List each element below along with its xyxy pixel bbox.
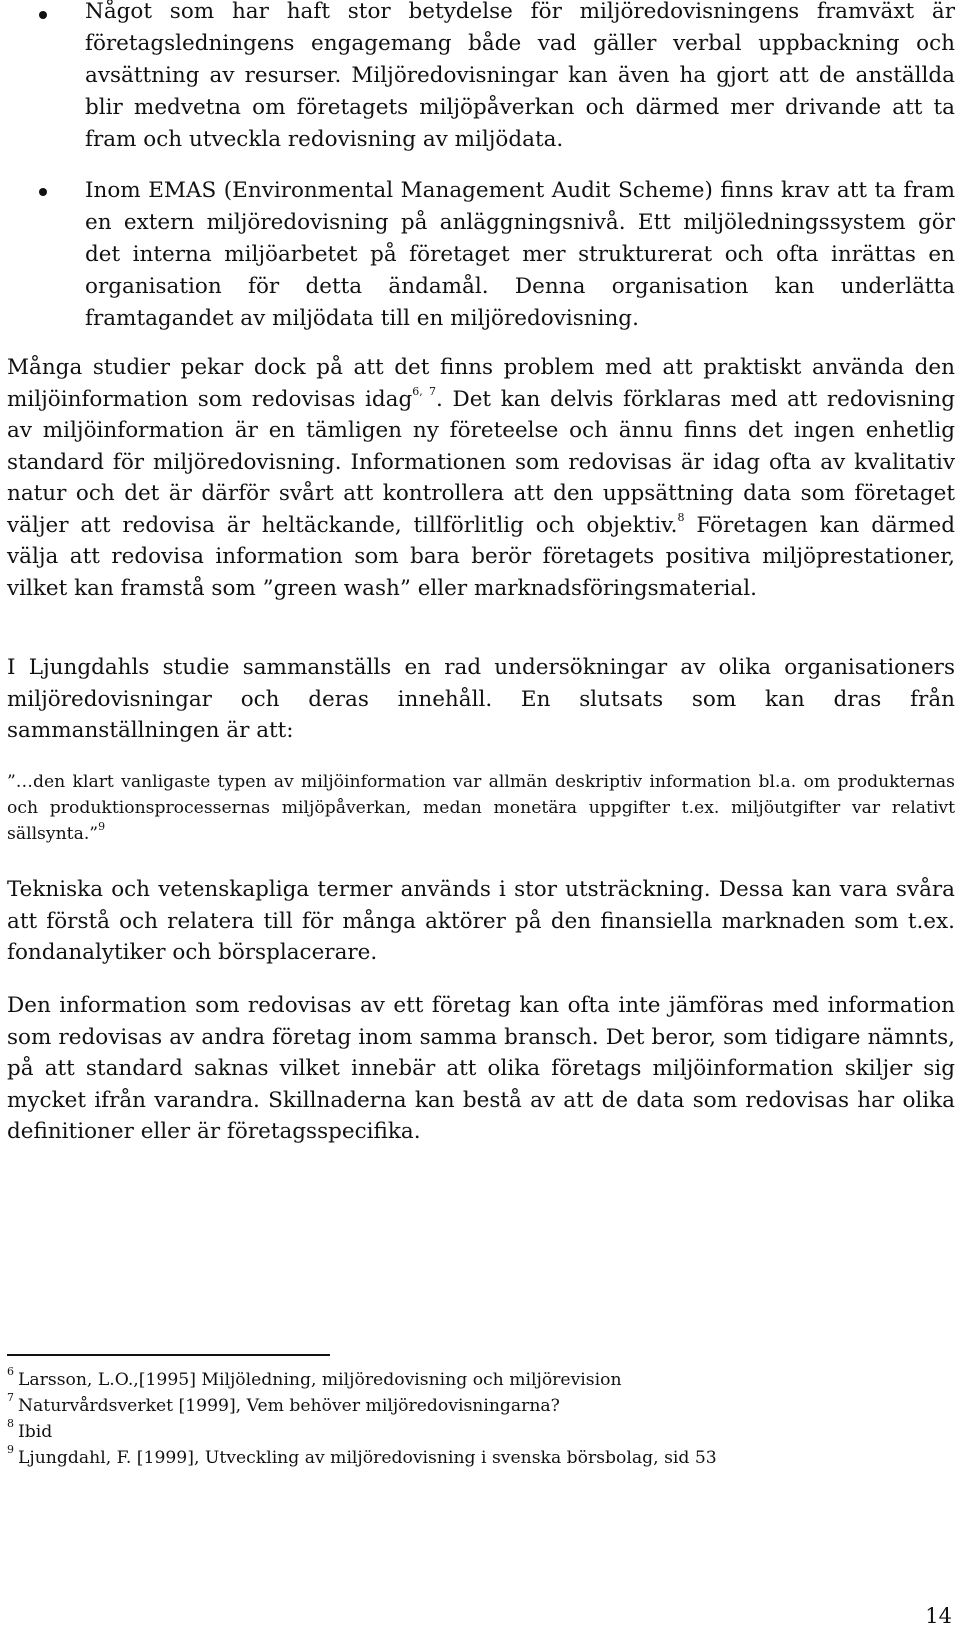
paragraph-text: Företagen kan därmed välja att redovisa information som bara berör företagets positiva miljöprestationer, vilket kan framstå som ”green wash” eller marknadsföringsmaterial. [7, 512, 955, 601]
bullet-text: Något som har haft stor betydelse för miljöredovisningens framväxt är företagsledningens engagemang både vad gäller verbal uppbackning och avsättning av resurser. Miljöredovisningar kan även ha gjort att de anställda blir medvetna om företagets miljöpåverkan och därmed mer drivande att ta fram och utveckla redovisning av miljödata. [85, 0, 955, 152]
footnote-separator [7, 1354, 330, 1356]
footnote [7, 1419, 52, 1445]
paragraph [7, 352, 955, 604]
footnote [7, 1445, 717, 1471]
footnote-reference: 9 [98, 820, 106, 834]
footnote-text: Ibid [18, 1422, 53, 1442]
footnote-text: Naturvårdsverket [1999], Vem behöver miljöredovisningarna? [18, 1396, 560, 1416]
paragraph: I Ljungdahls studie sammanställs en rad undersökningar av olika organisationers miljöredovisningar och deras innehåll. En slutsats som kan dras från sammanställningen är att: [7, 655, 955, 743]
footnote [7, 1367, 622, 1393]
footnote-text: Larsson, L.O.,[1995] Miljöledning, miljöredovisning och miljörevision [18, 1370, 622, 1390]
footnote-number: 7 [7, 1391, 14, 1405]
footnote-reference: 8 [677, 511, 685, 525]
footnote-number: 9 [7, 1443, 14, 1457]
footnote-number: 8 [7, 1417, 14, 1431]
bullet-icon [39, 11, 47, 19]
paragraph: Tekniska och vetenskapliga termer används i stor utsträckning. Dessa kan vara svåra att förstå och relatera till för många aktörer på den finansiella marknaden som t.ex. fondanalytiker och börsplacerare. [7, 877, 955, 965]
footnote-text: Ljungdahl, F. [1999], Utveckling av miljöredovisning i svenska börsbolag, sid 53 [18, 1448, 717, 1468]
page-number: 14 [925, 1604, 952, 1628]
paragraph: Den information som redovisas av ett företag kan ofta inte jämföras med information som redovisas av andra företag inom samma bransch. Det beror, som tidigare nämnts, på att standard saknas vilket innebär att olika företags miljöinformation skiljer sig mycket ifrån varandra. Skillnaderna kan bestå av att de data som redovisas har olika definitioner eller är företagsspecifika. [7, 993, 955, 1144]
bullet-text: Inom EMAS (Environmental Management Audit Scheme) finns krav att ta fram en extern miljöredovisning på anläggningsnivå. Ett miljöledningssystem gör det interna miljöarbetet på företaget mer strukturerat och ofta inrättas en organisation för detta ändamål. Denna organisation kan underlätta framtagandet av miljödata till en miljöredovisning. [85, 178, 955, 331]
paragraph-text: . Det kan delvis förklaras med att redovisning av miljöinformation är en tämligen ny företeelse och ännu finns det ingen enhetlig standard för miljöredovisning. Informationen som redovisas är idag ofta av kvalitativ natur och det är därför svårt att kontrollera att den uppsättning data som företaget väljer att redovisa är heltäckande, tillförlitlig och objektiv. [7, 386, 955, 538]
footnote-number: 6 [7, 1365, 14, 1379]
quote-text: ”…den klart vanligaste typen av miljöinformation var allmän deskriptiv information bl.a. om produkternas och produktionsprocessernas miljöpåverkan, medan monetära uppgifter t.ex. miljöutgifter var relativt sällsynta.” [7, 772, 955, 844]
paragraph-text: Många studier pekar dock på att det finns problem med att praktiskt använda den miljöinformation som redovisas idag [7, 355, 955, 412]
footnote [7, 1393, 560, 1419]
block-quote [7, 769, 955, 847]
bullet-icon [39, 188, 47, 196]
footnote-reference: 6, 7 [412, 385, 437, 399]
